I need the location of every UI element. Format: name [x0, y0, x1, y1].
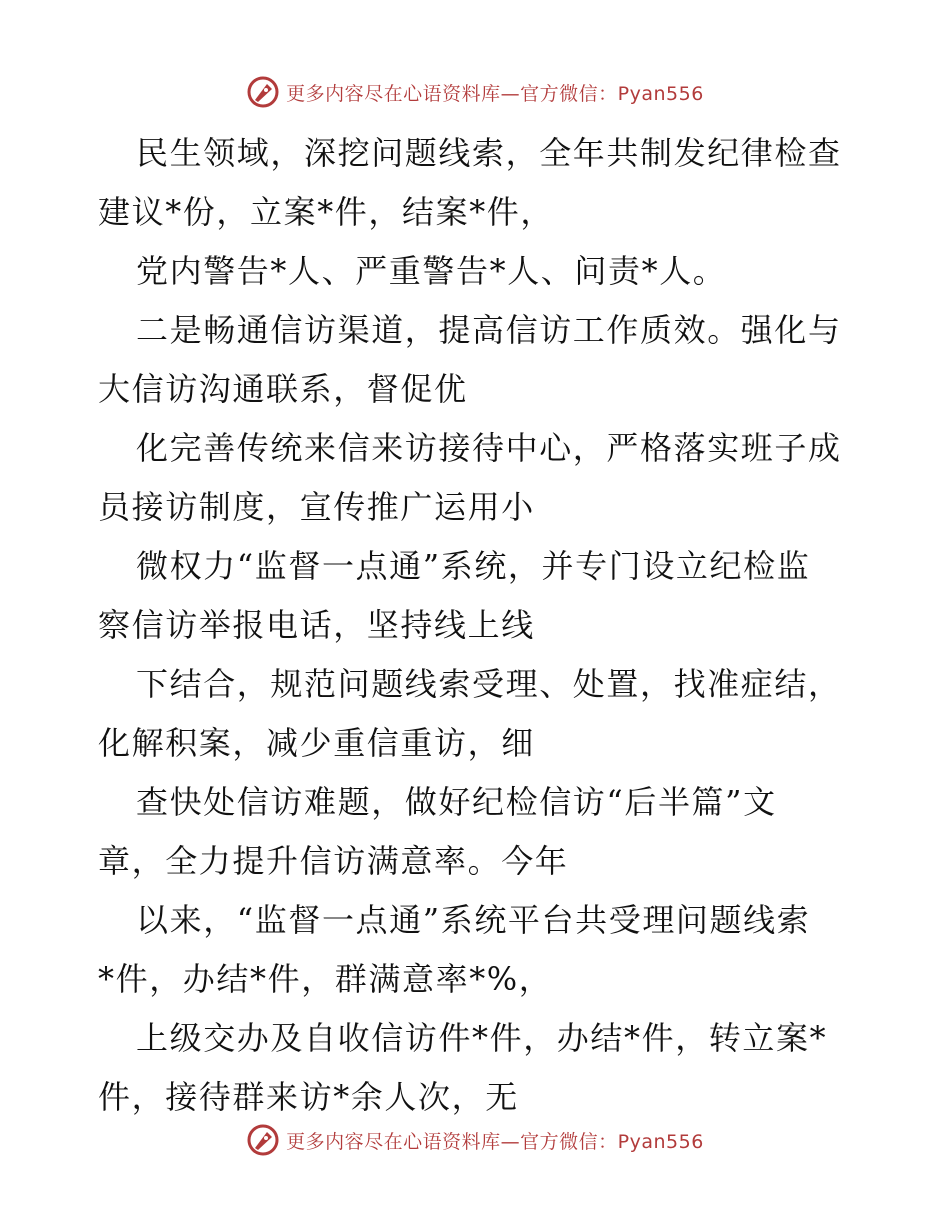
text-line: 民生领域，深挖问题线索，全年共制发纪律检查 [136, 134, 842, 172]
text-line: 查快处信访难题，做好纪检信访“后半篇”文 [136, 783, 777, 821]
text-line: 建议*份，立案*件，结案*件， [98, 193, 555, 231]
text-line: 章，全力提升信访满意率。今年 [98, 842, 569, 880]
text-line: 员接访制度，宣传推广运用小 [98, 488, 535, 526]
header-banner [0, 72, 950, 112]
text-line: 察信访举报电话，坚持线上线 [98, 606, 535, 644]
header-banner-text: 更多内容尽在心语资料库—官方微信：Pyan556 [286, 82, 704, 105]
text-line: 上级交办及自收信访件*件，办结*件，转立案* [136, 1019, 828, 1057]
pen-nib-logo-icon [246, 1123, 280, 1157]
text-line: 化解积案，减少重信重访，细 [98, 724, 535, 762]
text-line: *件，办结*件，群满意率*%， [98, 960, 553, 998]
pen-nib-logo-icon [246, 75, 280, 109]
footer-banner [0, 1120, 950, 1160]
text-line: 大信访沟通联系，督促优 [98, 370, 468, 408]
text-line: 件，接待群来访*余人次，无 [98, 1078, 519, 1116]
text-line: 以来，“监督一点通”系统平台共受理问题线索 [136, 901, 811, 939]
text-line: 微权力“监督一点通”系统，并专门设立纪检监 [136, 547, 811, 585]
text-line: 化完善传统来信来访接待中心，严格落实班子成 [136, 429, 842, 467]
text-line: 党内警告*人、严重警告*人、问责*人。 [136, 252, 727, 290]
document-body [98, 124, 868, 1127]
text-line: 下结合，规范问题线索受理、处置，找准症结， [136, 665, 842, 703]
footer-banner-text: 更多内容尽在心语资料库—官方微信：Pyan556 [286, 1130, 704, 1153]
text-line: 二是畅通信访渠道，提高信访工作质效。强化与 [136, 311, 842, 349]
